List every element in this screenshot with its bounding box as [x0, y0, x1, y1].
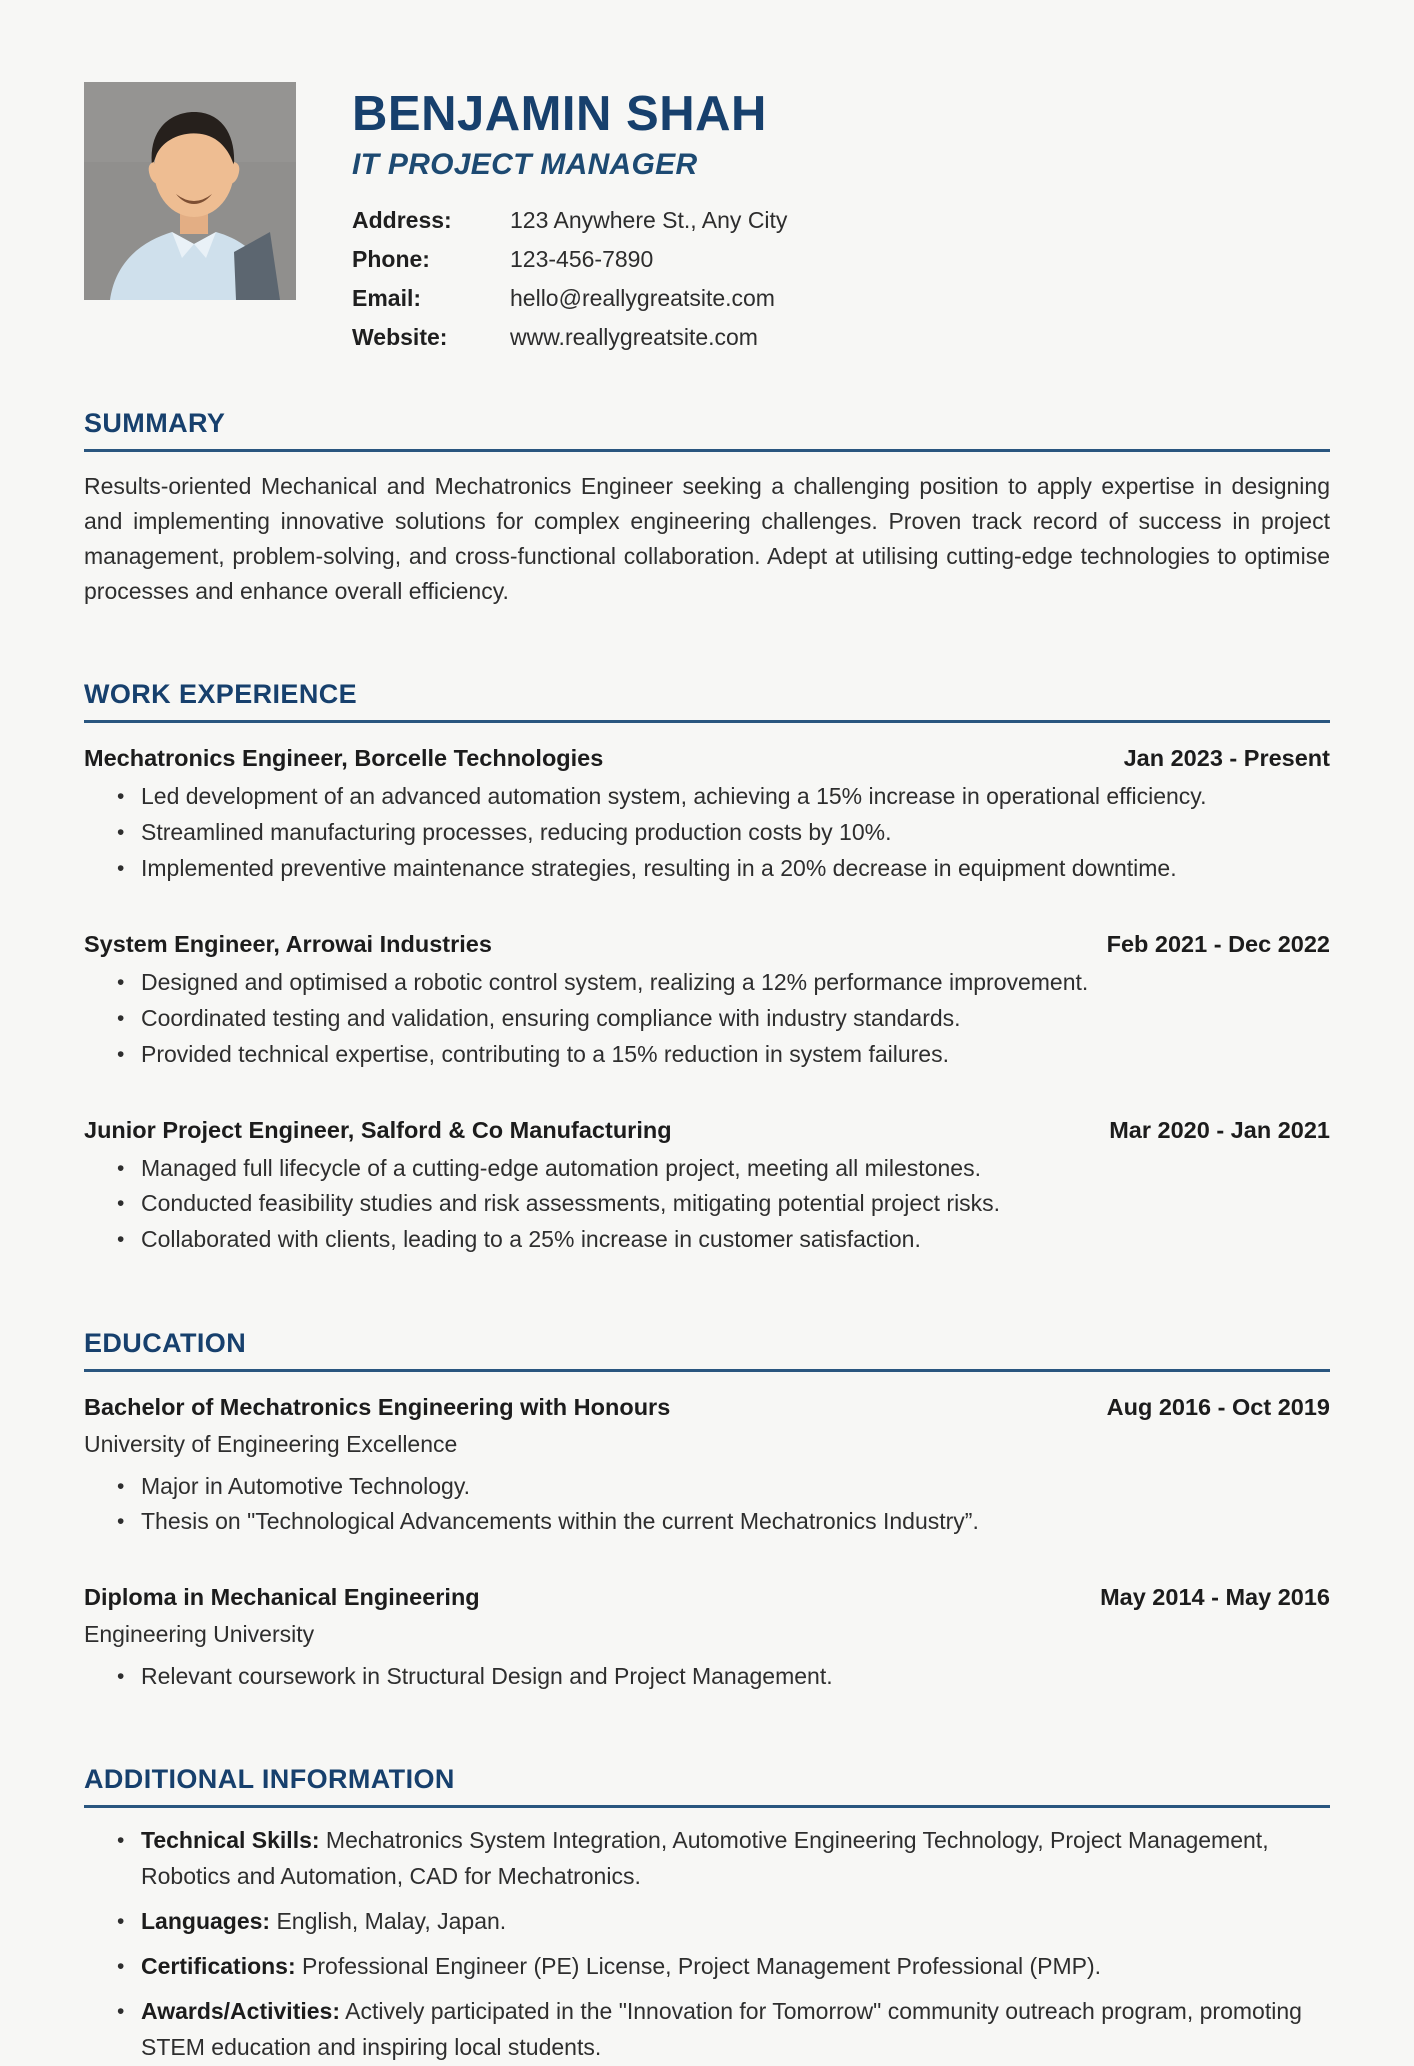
- job-bullet: • Conducted feasibility studies and risk assessments, mitigating potential project risks.: [84, 1186, 1330, 1222]
- section-additional-information: [84, 1764, 1330, 2065]
- contact-value-phone: 123-456-7890: [510, 245, 654, 272]
- additional-info-item: [84, 1904, 1330, 1940]
- job-bullet: • Implemented preventive maintenance strategies, resulting in a 20% decrease in equipment downtime.: [84, 851, 1330, 887]
- profile-photo-illustration: [84, 82, 296, 300]
- education-heading: EDUCATION: [84, 1328, 247, 1359]
- additional-information-list: [84, 1823, 1330, 2065]
- info-text-technical-skills: Mechatronics System Integration, Automotive Engineering Technology, Project Management, Robotics and Automation, CAD for Mechatronics.: [141, 1827, 1269, 1890]
- education-entry: [84, 1394, 1330, 1540]
- job-dates: Jan 2023 - Present: [1123, 745, 1330, 772]
- job-dates: Mar 2020 - Jan 2021: [1109, 1116, 1330, 1143]
- contact-label-website: Website:: [352, 323, 448, 350]
- info-text-certifications: Professional Engineer (PE) License, Project Management Professional (PMP).: [295, 1953, 1102, 1980]
- job-entry-head: [84, 1117, 1330, 1144]
- additional-information-heading: ADDITIONAL INFORMATION: [84, 1764, 455, 1795]
- job-entry: [84, 1117, 1330, 1259]
- info-label-technical-skills: Technical Skills:: [141, 1827, 320, 1854]
- job-entry: [84, 745, 1330, 887]
- additional-info-item: [84, 1949, 1330, 1985]
- education-bullet: • Relevant coursework in Structural Design and Project Management.: [84, 1659, 1330, 1695]
- info-text-languages: English, Malay, Japan.: [270, 1908, 507, 1935]
- section-divider: [84, 1369, 1330, 1372]
- contact-value-email: hello@reallygreatsite.com: [510, 284, 775, 311]
- degree-title: Diploma in Mechanical Engineering: [84, 1584, 480, 1611]
- info-label-awards-activities: Awards/Activities:: [141, 1997, 340, 2024]
- section-divider: [84, 1805, 1330, 1808]
- job-bullet-list: [84, 779, 1330, 887]
- info-text-awards-activities: Actively participated in the "Innovation for Tomorrow" community outreach program, promoting STEM education and inspiring local students.: [141, 1997, 1302, 2060]
- contact-value-website: www.reallygreatsite.com: [510, 323, 758, 350]
- summary-heading: SUMMARY: [84, 408, 226, 439]
- section-divider: [84, 449, 1330, 452]
- school-name: University of Engineering Excellence: [84, 1431, 458, 1458]
- section-divider: [84, 720, 1330, 723]
- section-summary: [84, 408, 1330, 609]
- education-dates: May 2014 - May 2016: [1100, 1584, 1330, 1611]
- contact-label-email: Email:: [352, 284, 422, 311]
- job-entry-head: [84, 745, 1330, 772]
- person-name: BENJAMIN SHAH: [352, 87, 767, 141]
- degree-title: Bachelor of Mechatronics Engineering with Honours: [84, 1394, 671, 1421]
- summary-text: Results-oriented Mechanical and Mechatronics Engineer seeking a challenging position to apply expertise in designing and implementing innovative solutions for complex engineering challenges. Proven track record of success in project management, problem-solving, and cross-functional collaboration. Adept at utilising cutting-edge technologies to optimise processes and enhance overall efficiency.: [84, 473, 1330, 605]
- education-bullet: • Thesis on "Technological Advancements within the current Mechatronics Industry”.: [84, 1504, 1330, 1540]
- job-bullet: • Designed and optimised a robotic control system, realizing a 12% performance improvement.: [84, 965, 1330, 1001]
- job-bullet: • Led development of an advanced automation system, achieving a 15% increase in operational efficiency.: [84, 779, 1330, 815]
- work-experience-heading: WORK EXPERIENCE: [84, 679, 358, 710]
- job-bullet: • Collaborated with clients, leading to a 25% increase in customer satisfaction.: [84, 1222, 1330, 1258]
- header-text: [352, 82, 1330, 352]
- profile-photo: [84, 82, 296, 300]
- contact-value-address: 123 Anywhere St., Any City: [510, 206, 788, 233]
- school-name: Engineering University: [84, 1621, 315, 1648]
- education-entry-head: [84, 1584, 1330, 1611]
- contact-info: [352, 206, 1330, 353]
- info-label-certifications: Certifications:: [141, 1953, 296, 1980]
- job-title-company: Mechatronics Engineer, Borcelle Technologies: [84, 745, 604, 772]
- info-label-languages: Languages:: [141, 1908, 271, 1935]
- section-education: [84, 1328, 1330, 1694]
- section-work-experience: [84, 679, 1330, 1258]
- job-bullet: • Provided technical expertise, contributing to a 15% reduction in system failures.: [84, 1037, 1330, 1073]
- contact-label-address: Address:: [352, 206, 452, 233]
- education-bullet: • Major in Automotive Technology.: [84, 1469, 1330, 1505]
- resume-header: [84, 82, 1330, 352]
- person-job-title: IT PROJECT MANAGER: [352, 147, 698, 181]
- additional-info-item: [84, 1994, 1330, 2066]
- education-entry-head: [84, 1394, 1330, 1421]
- job-bullet-list: [84, 1151, 1330, 1259]
- job-dates: Feb 2021 - Dec 2022: [1106, 930, 1330, 957]
- contact-label-phone: Phone:: [352, 245, 430, 272]
- job-entry-head: [84, 931, 1330, 958]
- job-bullet: • Managed full lifecycle of a cutting-edge automation project, meeting all milestones.: [84, 1151, 1330, 1187]
- job-title-company: Junior Project Engineer, Salford & Co Manufacturing: [84, 1116, 672, 1143]
- additional-info-item: [84, 1823, 1330, 1895]
- job-title-company: System Engineer, Arrowai Industries: [84, 930, 492, 957]
- education-bullet-list: [84, 1659, 1330, 1695]
- job-bullet-list: [84, 965, 1330, 1073]
- job-bullet: • Streamlined manufacturing processes, reducing production costs by 10%.: [84, 815, 1330, 851]
- education-bullet-list: [84, 1469, 1330, 1541]
- job-bullet: • Coordinated testing and validation, ensuring compliance with industry standards.: [84, 1001, 1330, 1037]
- job-entry: [84, 931, 1330, 1073]
- education-dates: Aug 2016 - Oct 2019: [1106, 1394, 1330, 1421]
- education-entry: [84, 1584, 1330, 1694]
